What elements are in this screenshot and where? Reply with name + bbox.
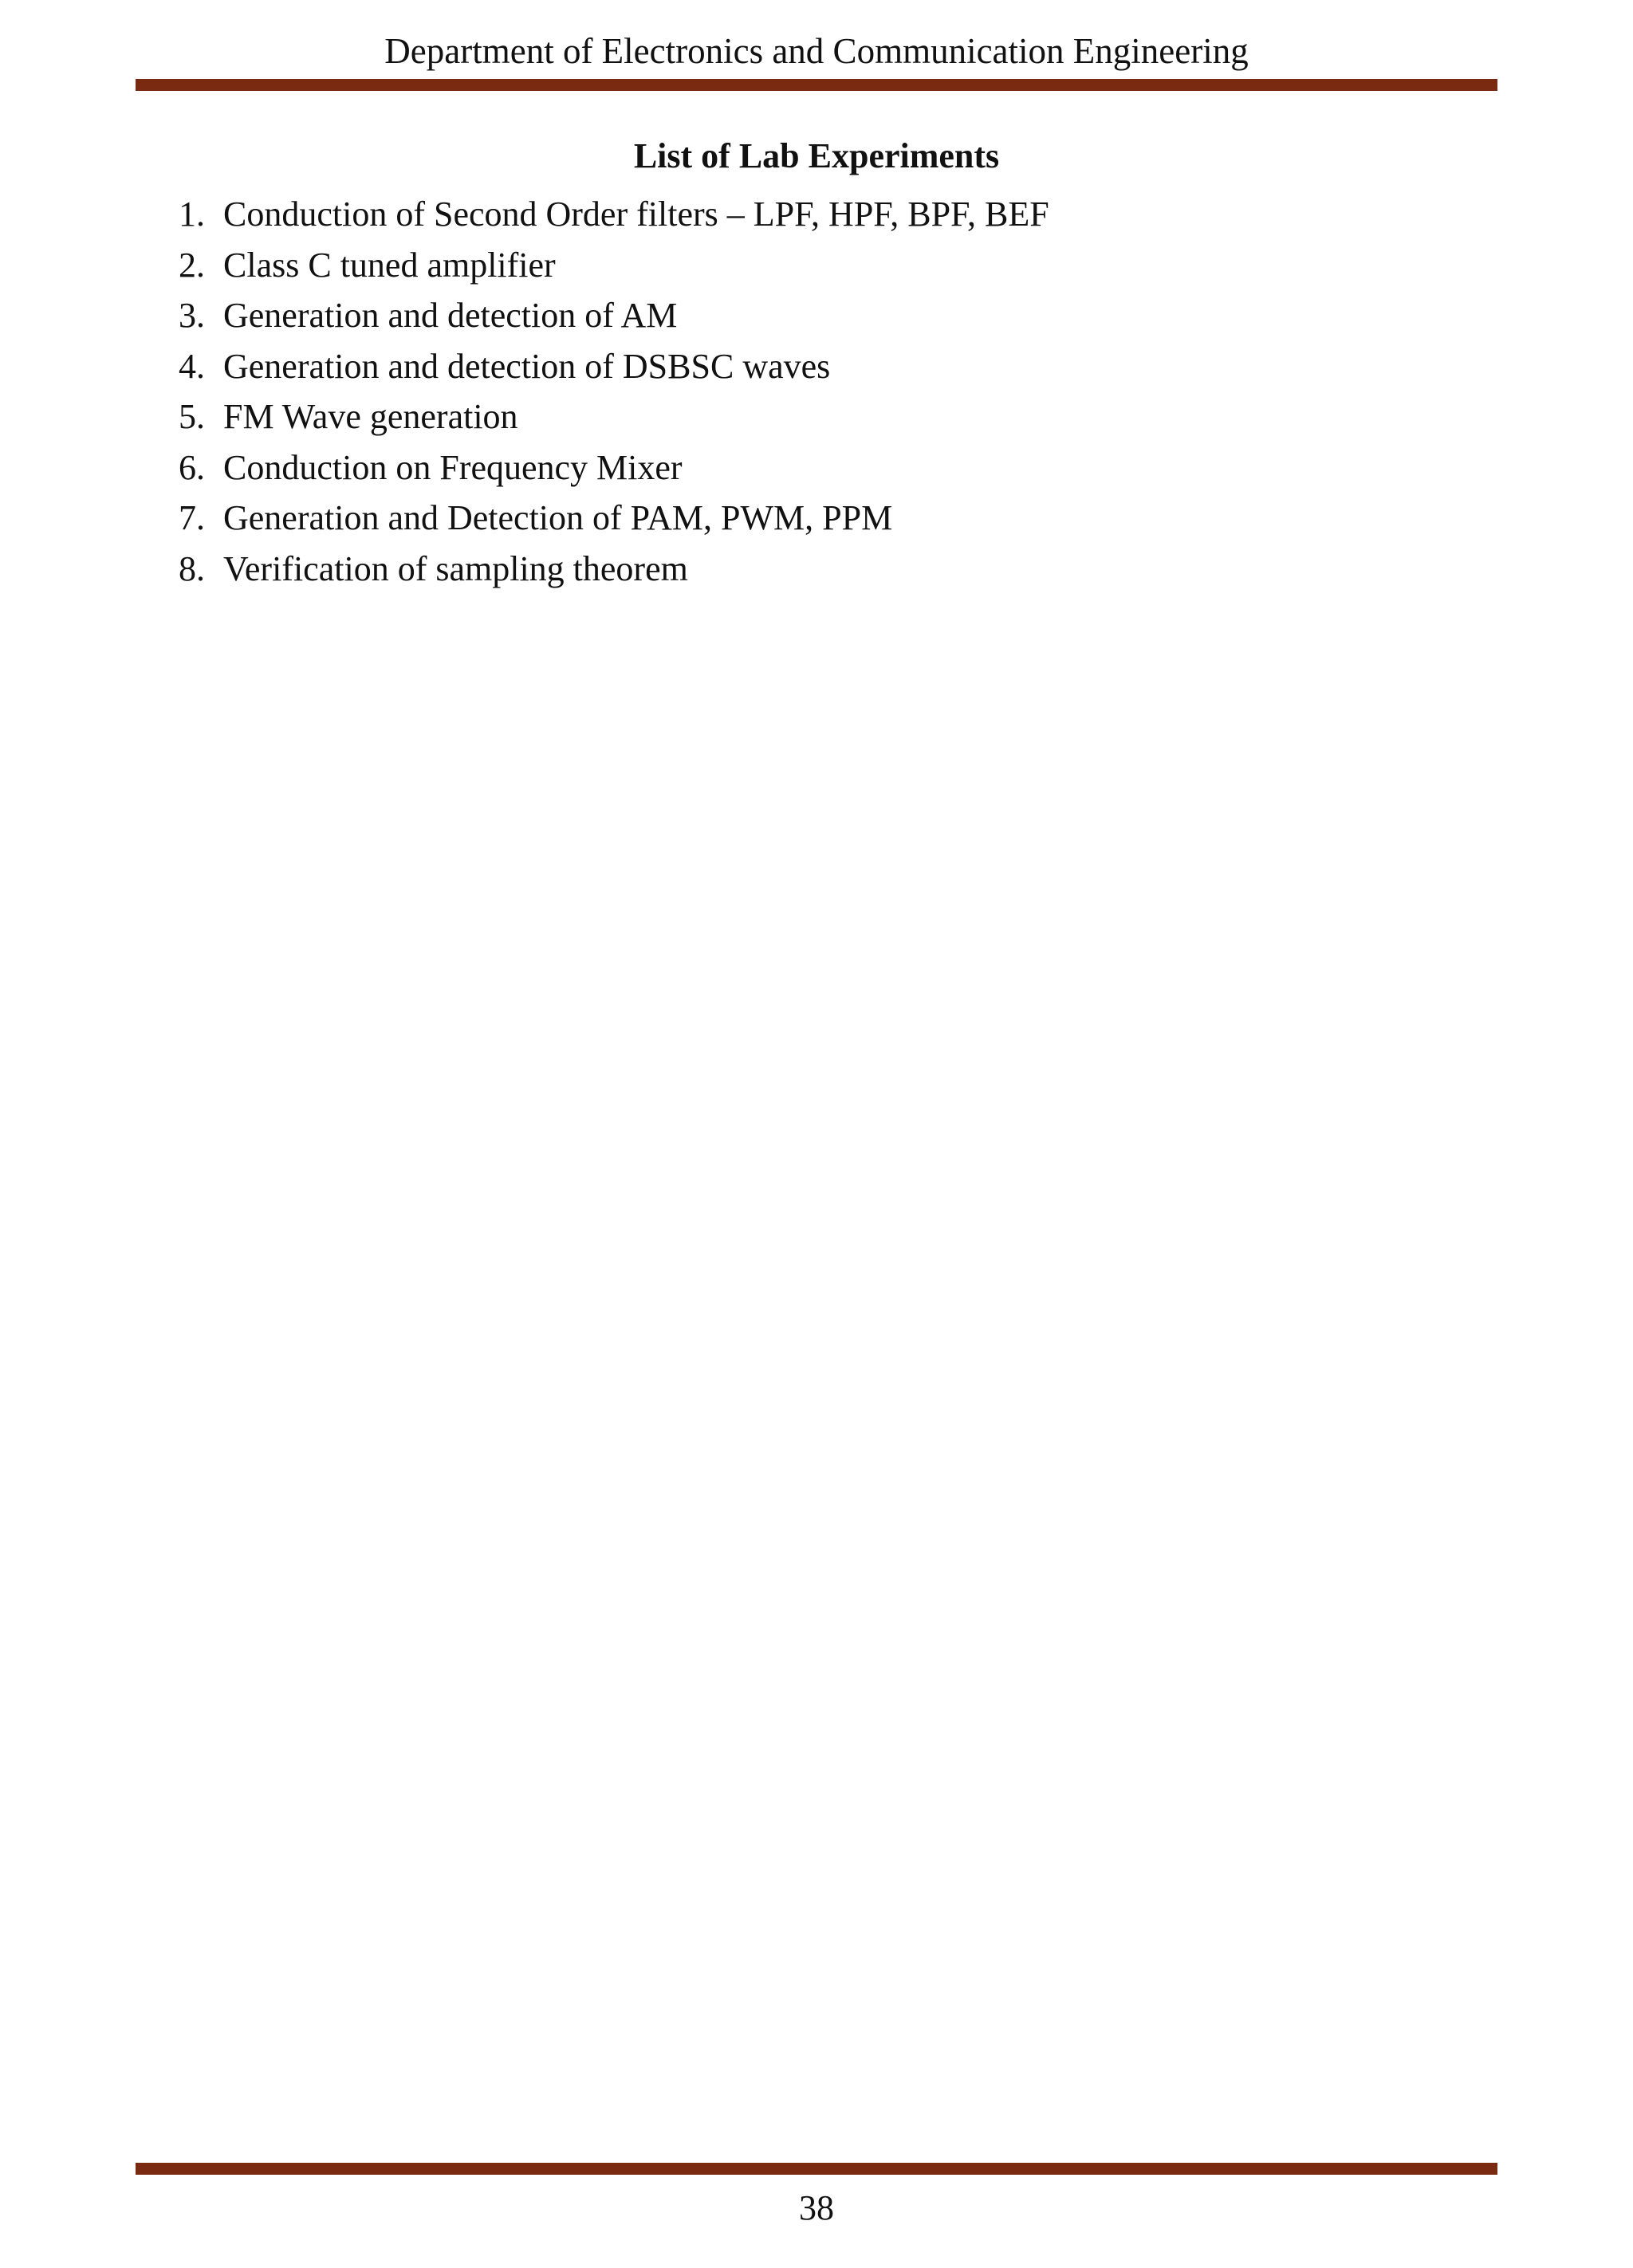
list-item-number: 3. [179, 296, 205, 335]
list-item-number: 5. [179, 397, 205, 436]
list-item [179, 544, 1049, 595]
list-item-text: Conduction on Frequency Mixer [223, 447, 683, 487]
footer-rule [136, 2163, 1497, 2175]
list-item-text: FM Wave generation [223, 397, 518, 436]
list-item-number: 6. [179, 447, 205, 487]
list-item-number: 8. [179, 548, 205, 588]
experiment-list [179, 189, 1049, 594]
list-item-text: Generation and detection of AM [223, 296, 678, 335]
list-item-number: 4. [179, 346, 205, 386]
page-number: 38 [799, 2188, 834, 2227]
list-item [179, 442, 1049, 493]
list-item-text: Verification of sampling theorem [223, 548, 688, 588]
list-item [179, 341, 1049, 392]
list-item [179, 290, 1049, 341]
page-title: List of Lab Experiments [633, 136, 1000, 175]
list-item-text: Conduction of Second Order filters – LPF, HPF, BPF, BEF [223, 195, 1049, 234]
list-item-text: Class C tuned amplifier [223, 245, 556, 285]
header-rule [136, 79, 1497, 91]
list-item-text: Generation and Detection of PAM, PWM, PPM [223, 498, 893, 537]
list-item-text: Generation and detection of DSBSC waves [223, 346, 831, 386]
page-header: Department of Electronics and Communication Engineering [384, 31, 1249, 71]
list-item [179, 189, 1049, 240]
list-item [179, 493, 1049, 544]
list-item [179, 240, 1049, 291]
list-item-number: 7. [179, 498, 205, 537]
list-item [179, 391, 1049, 442]
list-item-number: 1. [179, 195, 205, 234]
list-item-number: 2. [179, 245, 205, 285]
